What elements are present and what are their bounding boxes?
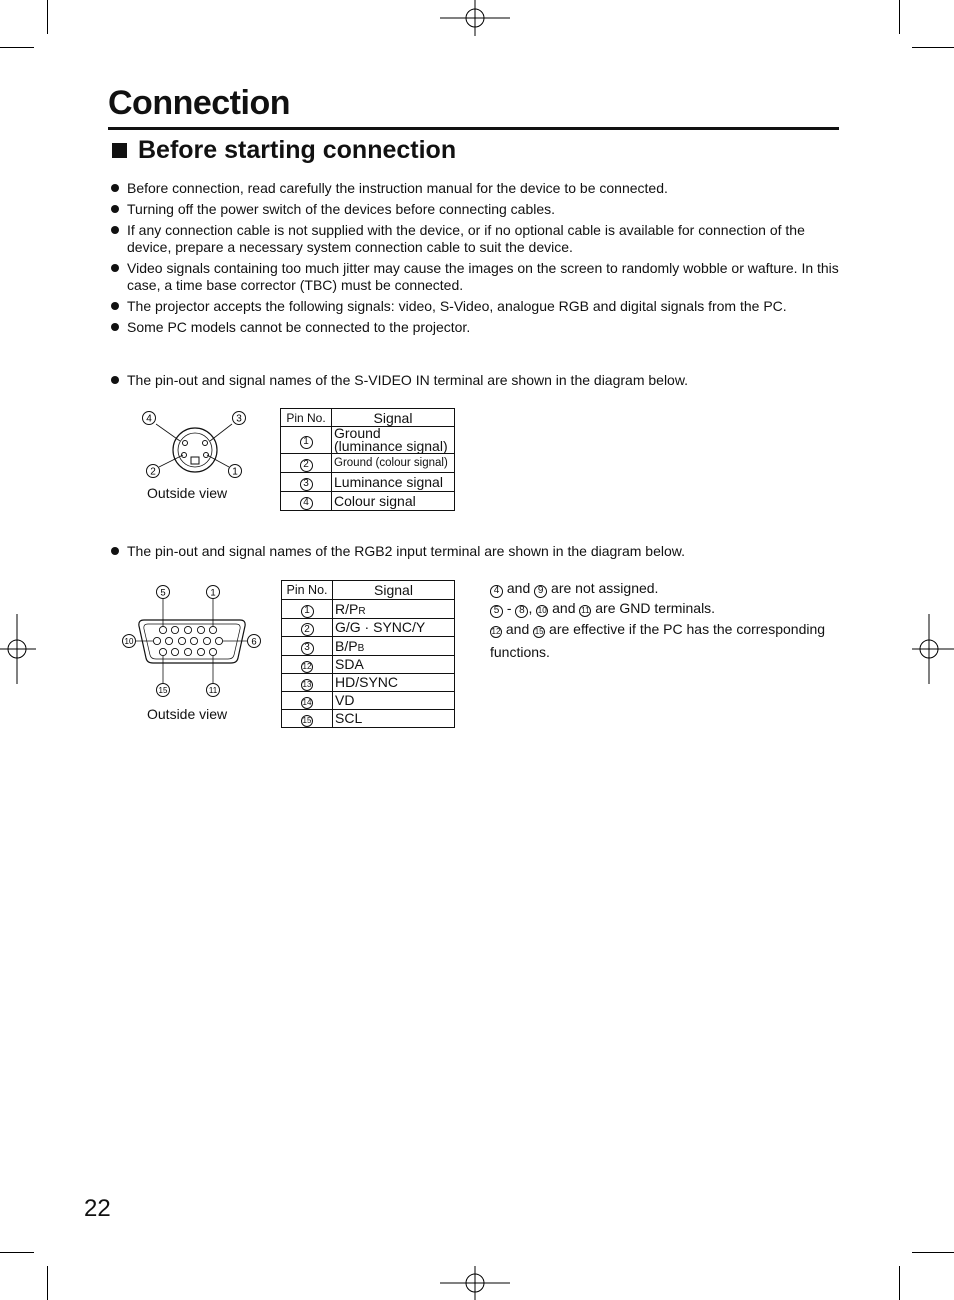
- rgb2-intro: The pin-out and signal names of the RGB2 input terminal are shown in the diagram below.: [110, 543, 685, 560]
- svideo-connector-diagram: [140, 405, 255, 485]
- signal-name: HD/SYNC: [333, 673, 455, 691]
- title-rule: [108, 127, 839, 130]
- pin-label: 1: [232, 466, 238, 478]
- crop-mark: [899, 1266, 900, 1300]
- pin-label: 10: [124, 637, 134, 646]
- pin-label: 2: [150, 466, 156, 478]
- registration-mark: [440, 0, 510, 36]
- table-row: [282, 709, 455, 727]
- list-item: Turning off the power switch of the devices before connecting cables.: [110, 201, 840, 218]
- list-item: Some PC models cannot be connected to the projector.: [110, 319, 840, 336]
- signal-name: SCL: [333, 709, 455, 727]
- crop-mark: [912, 1252, 954, 1253]
- signal-name: Ground (luminance signal): [332, 427, 455, 454]
- pin-label: 15: [158, 686, 168, 695]
- pin-number: 4: [300, 497, 313, 510]
- pin-number: 2: [300, 459, 313, 472]
- page-number: 22: [84, 1195, 111, 1222]
- crop-mark: [899, 0, 900, 34]
- rgb2-caption: Outside view: [147, 706, 228, 722]
- signal-name: Colour signal: [332, 492, 455, 511]
- pin-number: 12: [302, 661, 312, 671]
- pin-number: 2: [301, 623, 314, 636]
- pin-number: 1: [300, 436, 313, 449]
- pin-number: 3: [300, 478, 313, 491]
- crop-mark: [0, 47, 34, 48]
- note-unassigned: 4 and 9 are not assigned.: [490, 578, 840, 598]
- table-row: [282, 691, 455, 709]
- crop-mark: [47, 1266, 48, 1300]
- svideo-pin-table: [280, 408, 455, 511]
- registration-mark: [0, 614, 36, 684]
- signal-name: Luminance signal: [332, 473, 455, 492]
- signal-name: B/PB: [333, 637, 455, 656]
- dsub15-connector-diagram: [118, 582, 266, 702]
- table-row: [282, 600, 455, 619]
- table-header-pin: Pin No.: [282, 581, 333, 600]
- signal-name: Ground (colour signal): [332, 454, 455, 473]
- pin-number: 15: [302, 715, 312, 725]
- section-heading: [112, 136, 456, 165]
- square-bullet-icon: [112, 143, 127, 158]
- pin-label: 1: [210, 587, 216, 599]
- crop-mark: [912, 47, 954, 48]
- table-header-signal: Signal: [333, 581, 455, 600]
- registration-mark: [912, 614, 954, 684]
- pin-label: 6: [251, 636, 257, 648]
- pin-label: 4: [146, 413, 152, 425]
- page-title: Connection: [108, 84, 290, 122]
- pin-number: 14: [302, 697, 312, 707]
- svideo-intro: The pin-out and signal names of the S-VIDEO IN terminal are shown in the diagram below.: [110, 372, 688, 389]
- pin-number: 1: [301, 605, 314, 618]
- rgb2-notes: [490, 578, 840, 664]
- crop-mark: [47, 0, 48, 34]
- pin-label: 11: [208, 686, 218, 695]
- list-item: The projector accepts the following signals: video, S-Video, analogue RGB and digital signals from the PC.: [110, 298, 840, 315]
- precaution-list: [110, 180, 840, 340]
- signal-name: R/PR: [333, 600, 455, 619]
- list-item: Before connection, read carefully the instruction manual for the device to be connected.: [110, 180, 840, 197]
- table-header-signal: Signal: [332, 409, 455, 427]
- registration-mark: [440, 1266, 510, 1300]
- note-effective: 12 and 15 are effective if the PC has the corresponding functions.: [490, 621, 826, 660]
- pin-label: 5: [160, 587, 166, 599]
- pin-number: 13: [302, 679, 312, 689]
- table-row: [281, 427, 455, 454]
- table-row: [281, 473, 455, 492]
- rgb2-pin-table: [281, 580, 455, 728]
- signal-name: G/G · SYNC/Y: [333, 618, 455, 637]
- signal-name: VD: [333, 691, 455, 709]
- table-header-pin: Pin No.: [281, 409, 332, 427]
- crop-mark: [0, 1252, 34, 1253]
- table-row: [282, 655, 455, 673]
- list-item: If any connection cable is not supplied with the device, or if no optional cable is available for connection of the device, prepare a necessary system connection cable to suit the device.: [110, 222, 840, 256]
- pin-number: 3: [301, 642, 314, 655]
- svideo-caption: Outside view: [147, 485, 228, 501]
- note-gnd: 5 - 8 , 10 and 11 are GND terminals.: [490, 598, 840, 618]
- table-row: [282, 673, 455, 691]
- signal-name: SDA: [333, 655, 455, 673]
- table-row: [282, 618, 455, 637]
- table-row: [281, 492, 455, 511]
- table-row: [281, 454, 455, 473]
- list-item: Video signals containing too much jitter may cause the images on the screen to randomly wobble or wafture. In this case, a time base corrector (TBC) must be connected.: [110, 260, 840, 294]
- pin-label: 3: [236, 413, 242, 425]
- section-heading-text: Before starting connection: [138, 136, 457, 164]
- table-row: [282, 637, 455, 656]
